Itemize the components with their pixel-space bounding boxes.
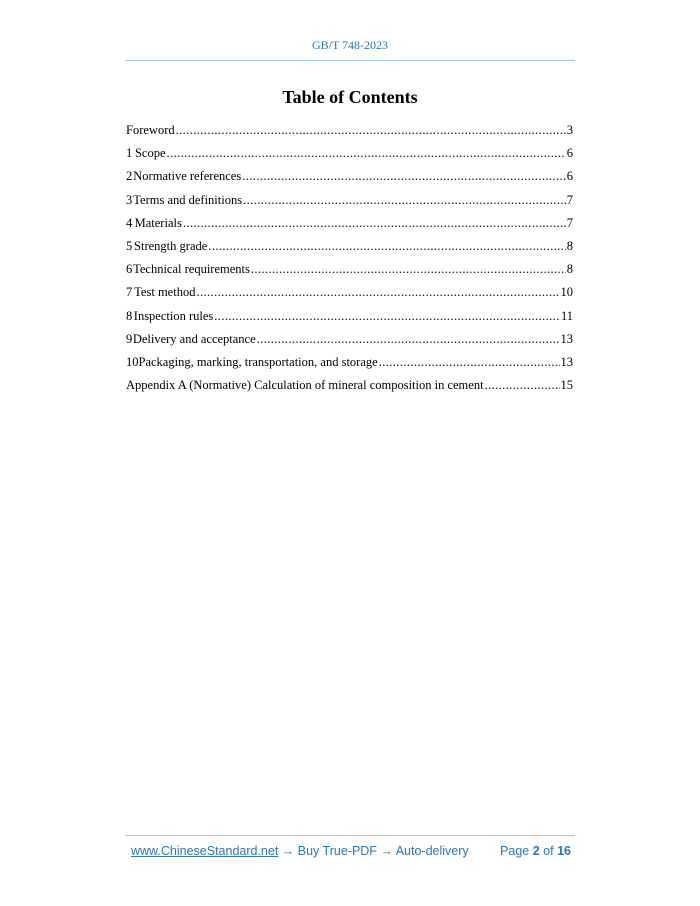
toc-entry-page: 11 (560, 308, 573, 323)
dot-leader (251, 258, 566, 281)
toc-entry-page: 3 (566, 123, 573, 137)
footer-tagline: → Buy True-PDF → Auto-delivery (278, 844, 469, 858)
toc-entry-page: 8 (566, 238, 573, 253)
toc-entry-page: 6 (566, 146, 573, 161)
dot-leader (243, 189, 566, 212)
current-page-number: 2 (532, 844, 540, 858)
dot-leader (167, 142, 566, 165)
toc-entry-label: Appendix A (Normative) Calculation of mineral composition in cement (126, 378, 484, 393)
toc-entry-number: 2 (126, 169, 133, 184)
toc-entry-number: 10 (126, 354, 139, 369)
of-word: of (543, 844, 554, 858)
website-link[interactable]: www.ChineseStandard.net (131, 844, 279, 858)
footer-promo (131, 844, 469, 858)
toc-entry-page: 8 (566, 262, 573, 277)
toc-entry-number: 6 (126, 262, 133, 277)
toc-entry-page: 10 (560, 285, 573, 300)
toc-entry-materials[interactable] (126, 212, 573, 235)
toc-entry-page: 13 (560, 354, 573, 369)
toc-entry-number: 5 (126, 238, 133, 253)
toc-entry-label: Technical requirements (133, 262, 250, 277)
page-counter (500, 844, 571, 858)
dot-leader (379, 351, 560, 374)
toc-entry-appendix-a[interactable] (126, 374, 573, 397)
toc-entry-label: Normative references (133, 169, 242, 184)
toc-entry-label: Inspection rules (133, 308, 214, 323)
toc-entry-label: Test method (134, 285, 196, 300)
table-of-contents (126, 119, 573, 397)
total-pages-number: 16 (557, 844, 571, 858)
dot-leader (485, 374, 560, 397)
toc-entry-inspection-rules[interactable] (126, 305, 573, 328)
toc-entry-label: Terms and definitions (133, 192, 243, 207)
toc-entry-packaging[interactable] (126, 351, 573, 374)
toc-entry-page: 15 (560, 378, 573, 393)
dot-leader (196, 281, 559, 304)
toc-entry-delivery-and-acceptance[interactable] (126, 328, 573, 351)
toc-entry-test-method[interactable] (126, 281, 573, 304)
toc-entry-number: 1 (126, 146, 133, 161)
running-header: GB/T 748-2023 (311, 38, 389, 52)
toc-entry-label: Scope (134, 146, 166, 161)
toc-entry-page: 7 (566, 215, 573, 230)
toc-entry-number: 8 (126, 308, 133, 323)
toc-entry-strength-grade[interactable] (126, 235, 573, 258)
toc-entry-normative-references[interactable] (126, 165, 573, 188)
toc-entry-page: 7 (566, 192, 573, 207)
toc-entry-number: 4 (126, 215, 133, 230)
toc-entry-page: 13 (560, 331, 573, 346)
toc-entry-foreword[interactable] (126, 119, 573, 142)
dot-leader (257, 328, 560, 351)
dot-leader (214, 305, 560, 328)
dot-leader (183, 212, 566, 235)
toc-entry-page: 6 (566, 169, 573, 184)
toc-entry-terms-and-definitions[interactable] (126, 189, 573, 212)
dot-leader (176, 119, 566, 142)
page-word: Page (500, 844, 530, 858)
toc-entry-number: 7 (126, 285, 133, 300)
toc-entry-label: Foreword (126, 123, 175, 137)
header-divider (125, 60, 575, 61)
toc-entry-label: Packaging, marking, transportation, and storage (138, 354, 378, 369)
dot-leader (208, 235, 565, 258)
toc-entry-scope[interactable] (126, 142, 573, 165)
toc-entry-technical-requirements[interactable] (126, 258, 573, 281)
toc-entry-number: 9 (126, 331, 133, 346)
page-footer (131, 844, 571, 862)
toc-title: Table of Contents (282, 87, 418, 107)
toc-entry-label: Materials (134, 215, 182, 230)
footer-divider (125, 835, 575, 836)
toc-entry-label: Strength grade (134, 238, 208, 253)
dot-leader (242, 165, 566, 188)
toc-entry-number: 3 (126, 192, 133, 207)
toc-entry-label: Delivery and acceptance (132, 331, 256, 346)
